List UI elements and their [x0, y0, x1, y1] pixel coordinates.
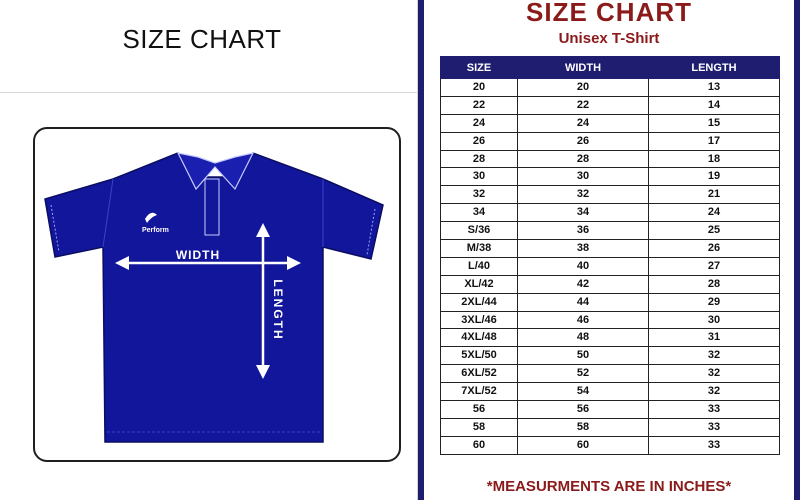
width-cell: 60	[518, 436, 649, 454]
width-cell: 42	[518, 275, 649, 293]
table-row	[441, 114, 780, 132]
table-row	[441, 257, 780, 275]
size-cell: 56	[441, 401, 518, 419]
length-cell: 32	[649, 347, 780, 365]
size-cell: 22	[441, 96, 518, 114]
table-row	[441, 150, 780, 168]
column-header: LENGTH	[649, 57, 780, 79]
size-cell: 3XL/46	[441, 311, 518, 329]
width-cell: 46	[518, 311, 649, 329]
length-cell: 14	[649, 96, 780, 114]
size-cell: 30	[441, 168, 518, 186]
brand-logo-text: Perform	[142, 227, 169, 234]
table-row	[441, 436, 780, 454]
length-cell: 13	[649, 79, 780, 97]
table-header-row	[441, 57, 780, 79]
length-cell: 19	[649, 168, 780, 186]
size-cell: 32	[441, 186, 518, 204]
length-cell: 33	[649, 418, 780, 436]
table-row	[441, 79, 780, 97]
length-cell: 31	[649, 329, 780, 347]
column-header: SIZE	[441, 57, 518, 79]
size-cell: S/36	[441, 222, 518, 240]
length-cell: 26	[649, 240, 780, 258]
table-row	[441, 240, 780, 258]
table-row	[441, 401, 780, 419]
length-label: LENGTH	[271, 279, 285, 341]
table-row	[441, 96, 780, 114]
width-cell: 32	[518, 186, 649, 204]
right-panel-border-right	[794, 0, 800, 500]
size-cell: 7XL/52	[441, 383, 518, 401]
width-cell: 44	[518, 293, 649, 311]
size-cell: 58	[441, 418, 518, 436]
length-cell: 32	[649, 365, 780, 383]
table-row	[441, 418, 780, 436]
width-cell: 26	[518, 132, 649, 150]
size-cell: 5XL/50	[441, 347, 518, 365]
size-cell: 20	[441, 79, 518, 97]
left-title: SIZE CHART	[122, 24, 282, 54]
size-cell: 26	[441, 132, 518, 150]
width-cell: 28	[518, 150, 649, 168]
size-cell: 2XL/44	[441, 293, 518, 311]
width-cell: 50	[518, 347, 649, 365]
table-row	[441, 347, 780, 365]
width-cell: 24	[518, 114, 649, 132]
size-cell: 6XL/52	[441, 365, 518, 383]
placket	[205, 179, 219, 235]
length-cell: 33	[649, 401, 780, 419]
size-cell: XL/42	[441, 275, 518, 293]
size-cell: 60	[441, 436, 518, 454]
table-row	[441, 311, 780, 329]
length-cell: 24	[649, 204, 780, 222]
width-cell: 54	[518, 383, 649, 401]
table-row	[441, 132, 780, 150]
width-label: WIDTH	[175, 248, 221, 262]
polo-shirt-illustration	[33, 127, 401, 462]
table-row	[441, 204, 780, 222]
footnote: *MEASURMENTS ARE IN INCHES*	[486, 478, 732, 495]
size-table	[440, 56, 780, 455]
width-cell: 30	[518, 168, 649, 186]
width-cell: 48	[518, 329, 649, 347]
table-row	[441, 383, 780, 401]
column-header: WIDTH	[518, 57, 649, 79]
length-cell: 33	[649, 436, 780, 454]
size-cell: L/40	[441, 257, 518, 275]
size-cell: 28	[441, 150, 518, 168]
width-cell: 20	[518, 79, 649, 97]
width-cell: 36	[518, 222, 649, 240]
divider	[0, 92, 418, 93]
width-cell: 52	[518, 365, 649, 383]
table-row	[441, 222, 780, 240]
length-cell: 27	[649, 257, 780, 275]
length-cell: 15	[649, 114, 780, 132]
size-cell: 24	[441, 114, 518, 132]
length-cell: 17	[649, 132, 780, 150]
table-row	[441, 186, 780, 204]
width-cell: 22	[518, 96, 649, 114]
table-row	[441, 293, 780, 311]
width-cell: 38	[518, 240, 649, 258]
size-cell: 34	[441, 204, 518, 222]
length-cell: 29	[649, 293, 780, 311]
right-panel-border-left	[418, 0, 424, 500]
table-row	[441, 168, 780, 186]
width-cell: 56	[518, 401, 649, 419]
table-body	[441, 79, 780, 455]
length-cell: 18	[649, 150, 780, 168]
length-cell: 32	[649, 383, 780, 401]
size-cell: M/38	[441, 240, 518, 258]
width-cell: 40	[518, 257, 649, 275]
table-row	[441, 365, 780, 383]
table-row	[441, 275, 780, 293]
width-cell: 58	[518, 418, 649, 436]
size-chart-title: SIZE CHART	[526, 0, 692, 27]
size-cell: 4XL/48	[441, 329, 518, 347]
table-row	[441, 329, 780, 347]
width-cell: 34	[518, 204, 649, 222]
length-cell: 28	[649, 275, 780, 293]
length-cell: 25	[649, 222, 780, 240]
length-cell: 21	[649, 186, 780, 204]
length-cell: 30	[649, 311, 780, 329]
size-chart-subtitle: Unisex T-Shirt	[558, 30, 660, 47]
